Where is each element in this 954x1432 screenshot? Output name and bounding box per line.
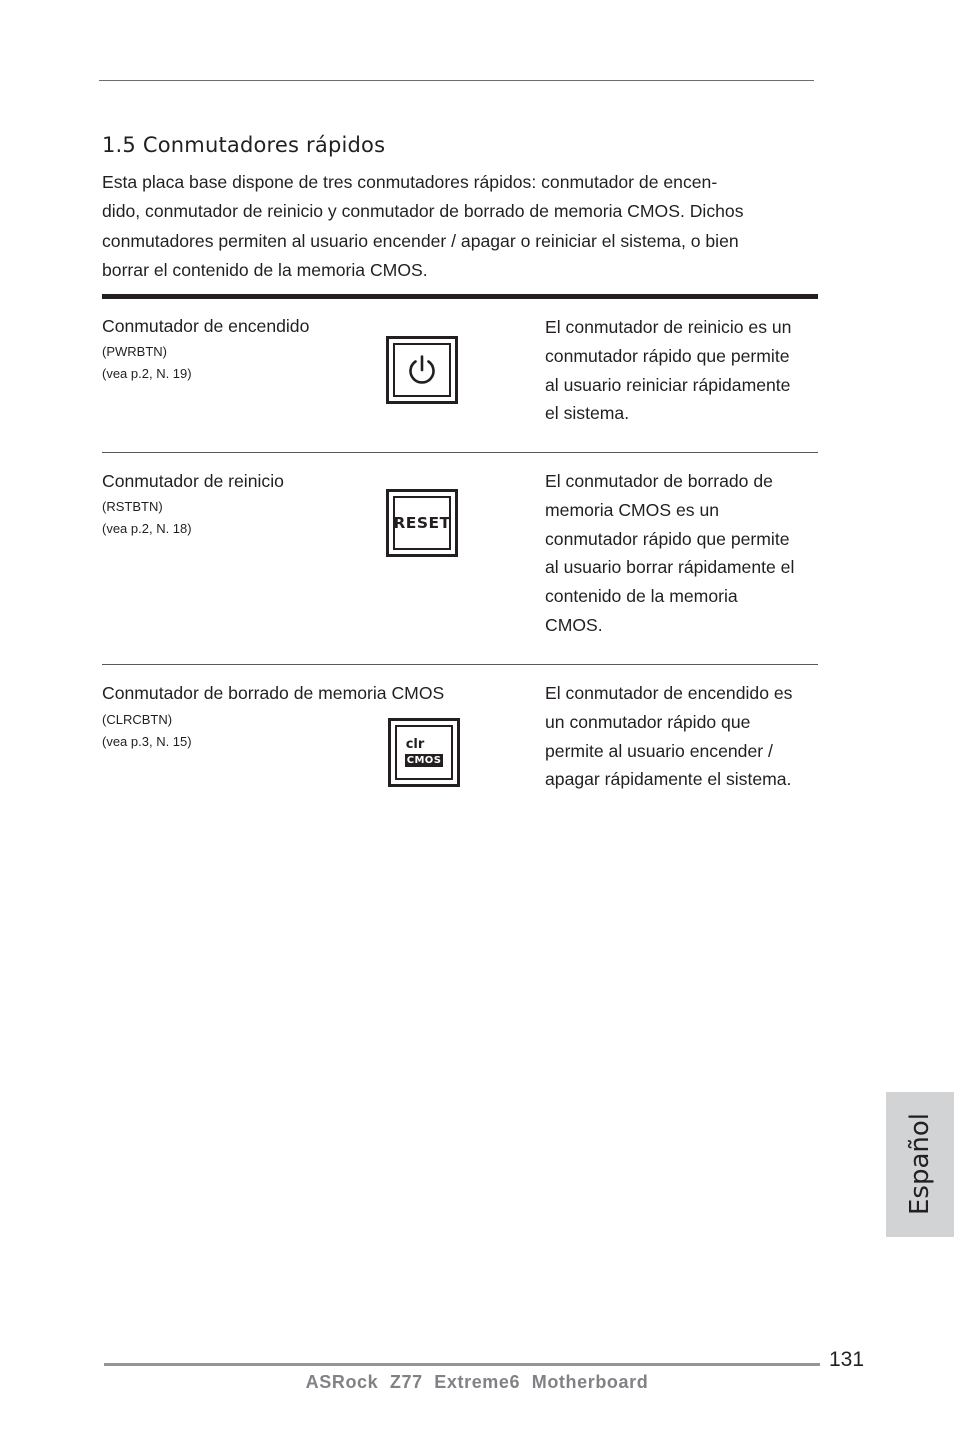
description-line: El conmutador de encendido es [545, 683, 793, 703]
reset-switch-code: (RSTBTN) [102, 499, 163, 514]
description-line: permite al usuario encender / [545, 740, 773, 761]
intro-line: conmutadores permiten al usuario encender / apagar o reiniciar el sistema, o bien [102, 230, 739, 251]
description-line: al usuario reiniciar rápidamente [545, 374, 791, 395]
description-line: apagar rápidamente el sistema. [545, 769, 792, 790]
intro-line: dido, conmutador de reinicio y conmutador de borrado de memoria CMOS. Dichos [102, 201, 744, 222]
cmos-label: CMOS [406, 755, 442, 766]
description-line: El conmutador de reinicio es un [545, 317, 792, 337]
description-line: al usuario borrar rápidamente el [545, 557, 795, 578]
intro-paragraph [102, 168, 818, 285]
footer-rule [104, 1363, 820, 1366]
row-divider [102, 452, 818, 453]
clear-cmos-switch-code: (CLRCBTN) [102, 712, 173, 727]
power-icon [386, 336, 458, 404]
top-rule [99, 80, 814, 81]
intro-line: Esta placa base dispone de tres conmutadores rápidos: conmutador de encen- [102, 172, 718, 192]
clear-cmos-icon [388, 718, 460, 787]
footer-title: ASRock Z77 Extreme6 Motherboard [305, 1372, 649, 1392]
power-switch-ref: (vea p.2, N. 19) [102, 366, 192, 381]
reset-icon-frame [393, 496, 451, 550]
power-switch-description [545, 313, 791, 428]
clear-cmos-switch-name: Conmutador de borrado de memoria CMOS [102, 683, 445, 703]
row-divider [102, 664, 818, 665]
reset-switch-ref: (vea p.2, N. 18) [102, 521, 192, 536]
description-line: memoria CMOS es un [545, 499, 720, 520]
language-tab-label: Español [905, 1112, 935, 1216]
description-line: conmutador rápido que permite [545, 528, 790, 549]
description-line: conmutador rápido que permite [545, 345, 790, 366]
power-switch-meta [102, 341, 192, 385]
language-tab [886, 1092, 954, 1237]
clear-cmos-switch-meta [102, 709, 192, 753]
description-line: un conmutador rápido que [545, 711, 751, 732]
section-title: 1.5 Conmutadores rápidos [102, 133, 386, 157]
power-symbol-icon [405, 353, 439, 387]
reset-icon-label: RESET [393, 514, 451, 532]
reset-icon [386, 489, 458, 557]
reset-switch-meta [102, 496, 192, 540]
power-icon-frame [393, 343, 451, 397]
intro-line: borrar el contenido de la memoria CMOS. [102, 259, 428, 280]
description-line: CMOS. [545, 614, 603, 635]
reset-switch-description [545, 467, 794, 640]
power-switch-code: (PWRBTN) [102, 344, 167, 359]
table-top-rule [102, 294, 818, 299]
clear-cmos-icon-text [405, 738, 444, 767]
clear-cmos-switch-description [545, 679, 792, 794]
description-line: contenido de la memoria [545, 586, 738, 607]
clear-cmos-icon-frame [395, 725, 453, 780]
clr-label: clr [405, 737, 425, 752]
clear-cmos-switch-ref: (vea p.3, N. 15) [102, 734, 192, 749]
page-number: 131 [829, 1348, 865, 1371]
power-switch-name: Conmutador de encendido [102, 316, 310, 336]
reset-switch-name: Conmutador de reinicio [102, 471, 284, 491]
description-line: el sistema. [545, 403, 630, 424]
description-line: El conmutador de borrado de [545, 471, 773, 491]
